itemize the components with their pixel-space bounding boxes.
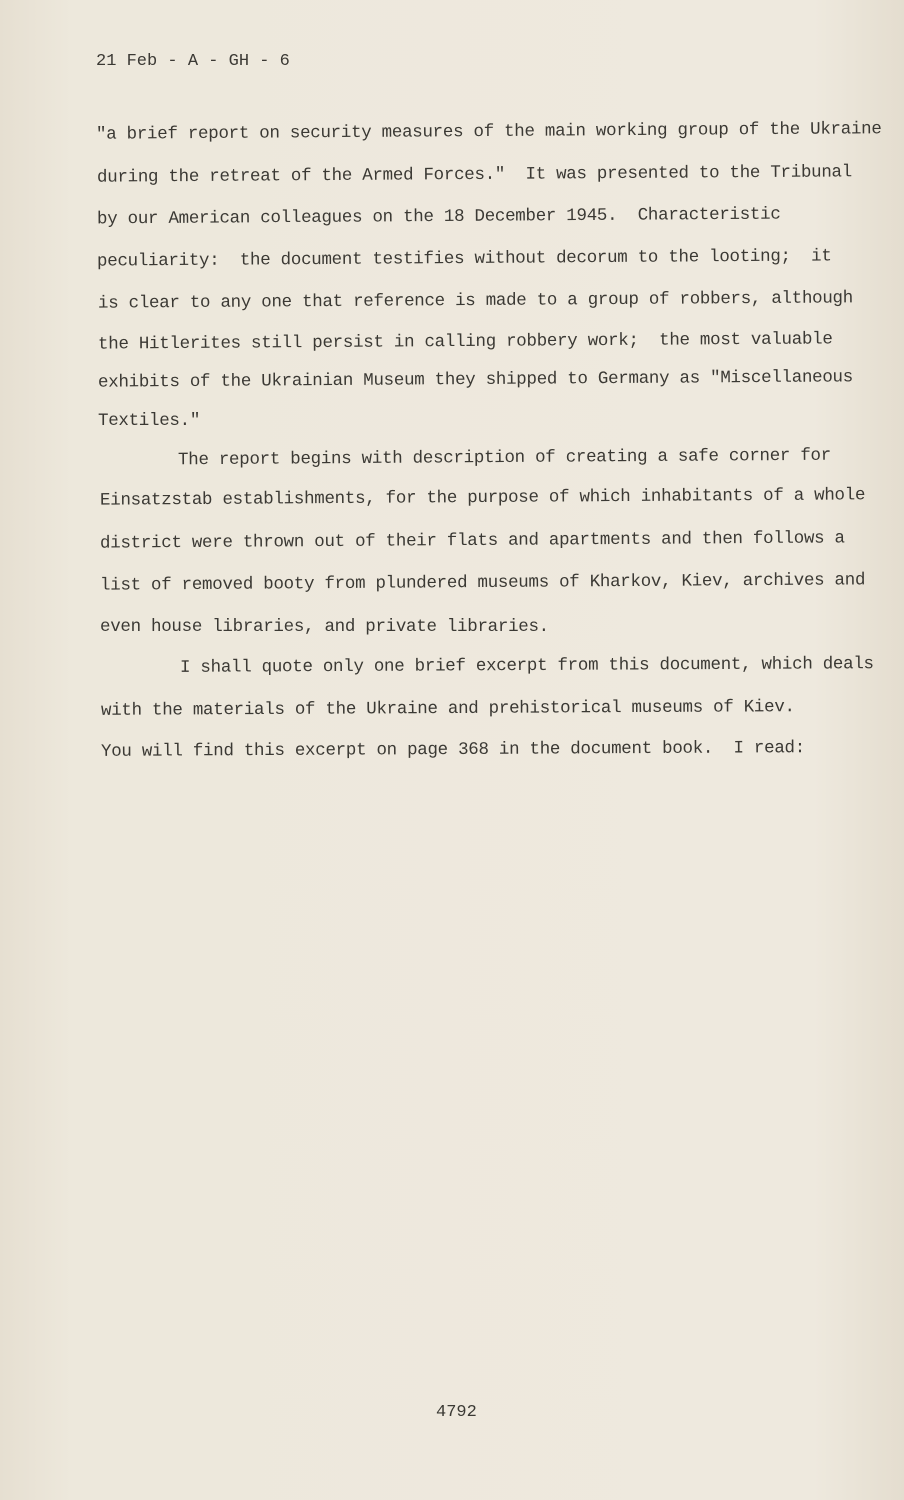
text-line: during the retreat of the Armed Forces." It was presented to the Tribunal bbox=[96, 162, 852, 188]
text-line: the Hitlerites still persist in calling robbery work; the most valuable bbox=[97, 329, 833, 355]
text-line: Textiles." bbox=[98, 411, 201, 431]
text-line: Einsatzstab establishments, for the purpose of which inhabitants of a whole bbox=[99, 485, 866, 511]
text-line: exhibits of the Ukrainian Museum they shipped to Germany as "Miscellaneous bbox=[97, 367, 853, 393]
paragraph-start: The report begins with description of creating a safe corner for bbox=[177, 445, 831, 471]
text-line: list of removed booty from plundered museums of Kharkov, Kiev, archives and bbox=[99, 570, 866, 596]
text-line: You will find this excerpt on page 368 in the document book. I read: bbox=[100, 738, 805, 762]
text-line: even house libraries, and private libraries. bbox=[100, 617, 549, 637]
text-line: "a brief report on security measures of the main working group of the Ukraine bbox=[95, 119, 882, 145]
text-line: by our American colleagues on the 18 December 1945. Characteristic bbox=[96, 204, 781, 230]
page-number: 4792 bbox=[436, 1403, 477, 1422]
paragraph-start: I shall quote only one brief excerpt from this document, which deals bbox=[179, 654, 874, 678]
text-line: peculiarity: the document testifies without decorum to the looting; it bbox=[96, 246, 832, 272]
page-header: 21 Feb - A - GH - 6 bbox=[96, 52, 290, 71]
text-line: with the materials of the Ukraine and prehistorical museums of Kiev. bbox=[100, 697, 795, 721]
text-line: district were thrown out of their flats and apartments and then follows a bbox=[99, 528, 845, 554]
text-line: is clear to any one that reference is made to a group of robbers, although bbox=[97, 288, 853, 314]
